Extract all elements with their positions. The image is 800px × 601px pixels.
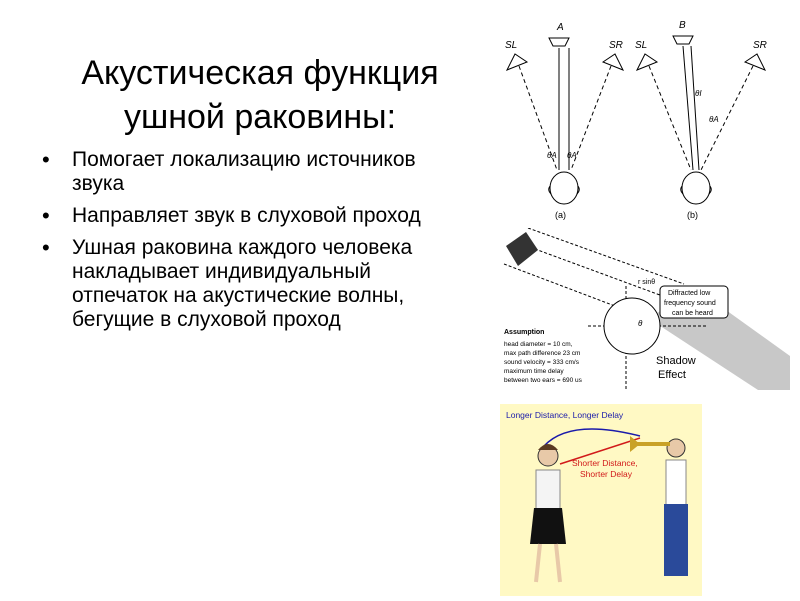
speaker-label: SR xyxy=(753,40,767,51)
panel-caption: (a) xyxy=(555,210,566,220)
assumption-line: between two ears = 690 us xyxy=(504,377,582,384)
note-line: frequency sound xyxy=(664,300,716,307)
panel-a xyxy=(507,38,623,204)
theta-label: θ xyxy=(638,319,643,328)
bullet-item: • Направляет звук в слуховой проход xyxy=(40,204,440,228)
note-line: can be heard xyxy=(672,310,713,317)
angle-label: θA xyxy=(709,115,719,124)
speaker-label: B xyxy=(679,20,686,31)
assumption-title: Assumption xyxy=(504,329,545,336)
angle-label: θI xyxy=(695,89,702,98)
panel-b xyxy=(637,36,765,204)
speaker-icon xyxy=(507,54,527,70)
speaker-label: SL xyxy=(635,40,648,51)
shadow-label: Effect xyxy=(658,369,686,381)
speaker-icon xyxy=(603,54,623,70)
delay-illustration xyxy=(500,404,702,596)
angle-label: θA xyxy=(567,151,577,160)
bullet-item: • Помогает локализацию источников звука xyxy=(40,148,440,196)
head-icon xyxy=(550,172,578,204)
trumpet-icon xyxy=(636,442,670,446)
bullet-item: • Ушная раковина каждого человека накладывает индивидуальный отпечаток на акустические волны, бегущие в слуховой проход xyxy=(40,236,440,332)
speaker-icon xyxy=(506,232,538,266)
shorter-label: Shorter Distance, xyxy=(572,458,638,468)
speaker-label: SL xyxy=(505,40,518,51)
assumption-line: maximum time delay xyxy=(504,368,564,375)
assumption-line: max path difference 23 cm xyxy=(504,350,581,357)
speaker-icon xyxy=(637,54,657,70)
shadow-effect-figure xyxy=(498,228,790,390)
angle-label: θA xyxy=(547,151,557,160)
speaker-label: A xyxy=(557,22,564,33)
speaker-icon xyxy=(549,38,569,46)
assumption-line: sound velocity = 333 cm/s xyxy=(504,359,579,366)
speaker-label: SR xyxy=(609,40,623,51)
slide-title: Акустическая функция ушной раковины: xyxy=(81,53,439,136)
panel-caption: (b) xyxy=(687,210,698,220)
speaker-geometry-figure xyxy=(495,18,785,223)
assumption-line: head diameter = 10 cm, xyxy=(504,341,573,348)
rsin-label: r sinθ xyxy=(638,279,656,286)
bullet-list xyxy=(40,148,440,340)
head-icon xyxy=(682,172,710,204)
shorter-label: Shorter Delay xyxy=(580,469,632,479)
note-line: Diffracted low xyxy=(668,290,711,297)
speaker-icon xyxy=(745,54,765,70)
longer-label: Longer Distance, Longer Delay xyxy=(506,410,624,420)
speaker-icon xyxy=(673,36,693,44)
shadow-label: Shadow xyxy=(656,355,696,367)
